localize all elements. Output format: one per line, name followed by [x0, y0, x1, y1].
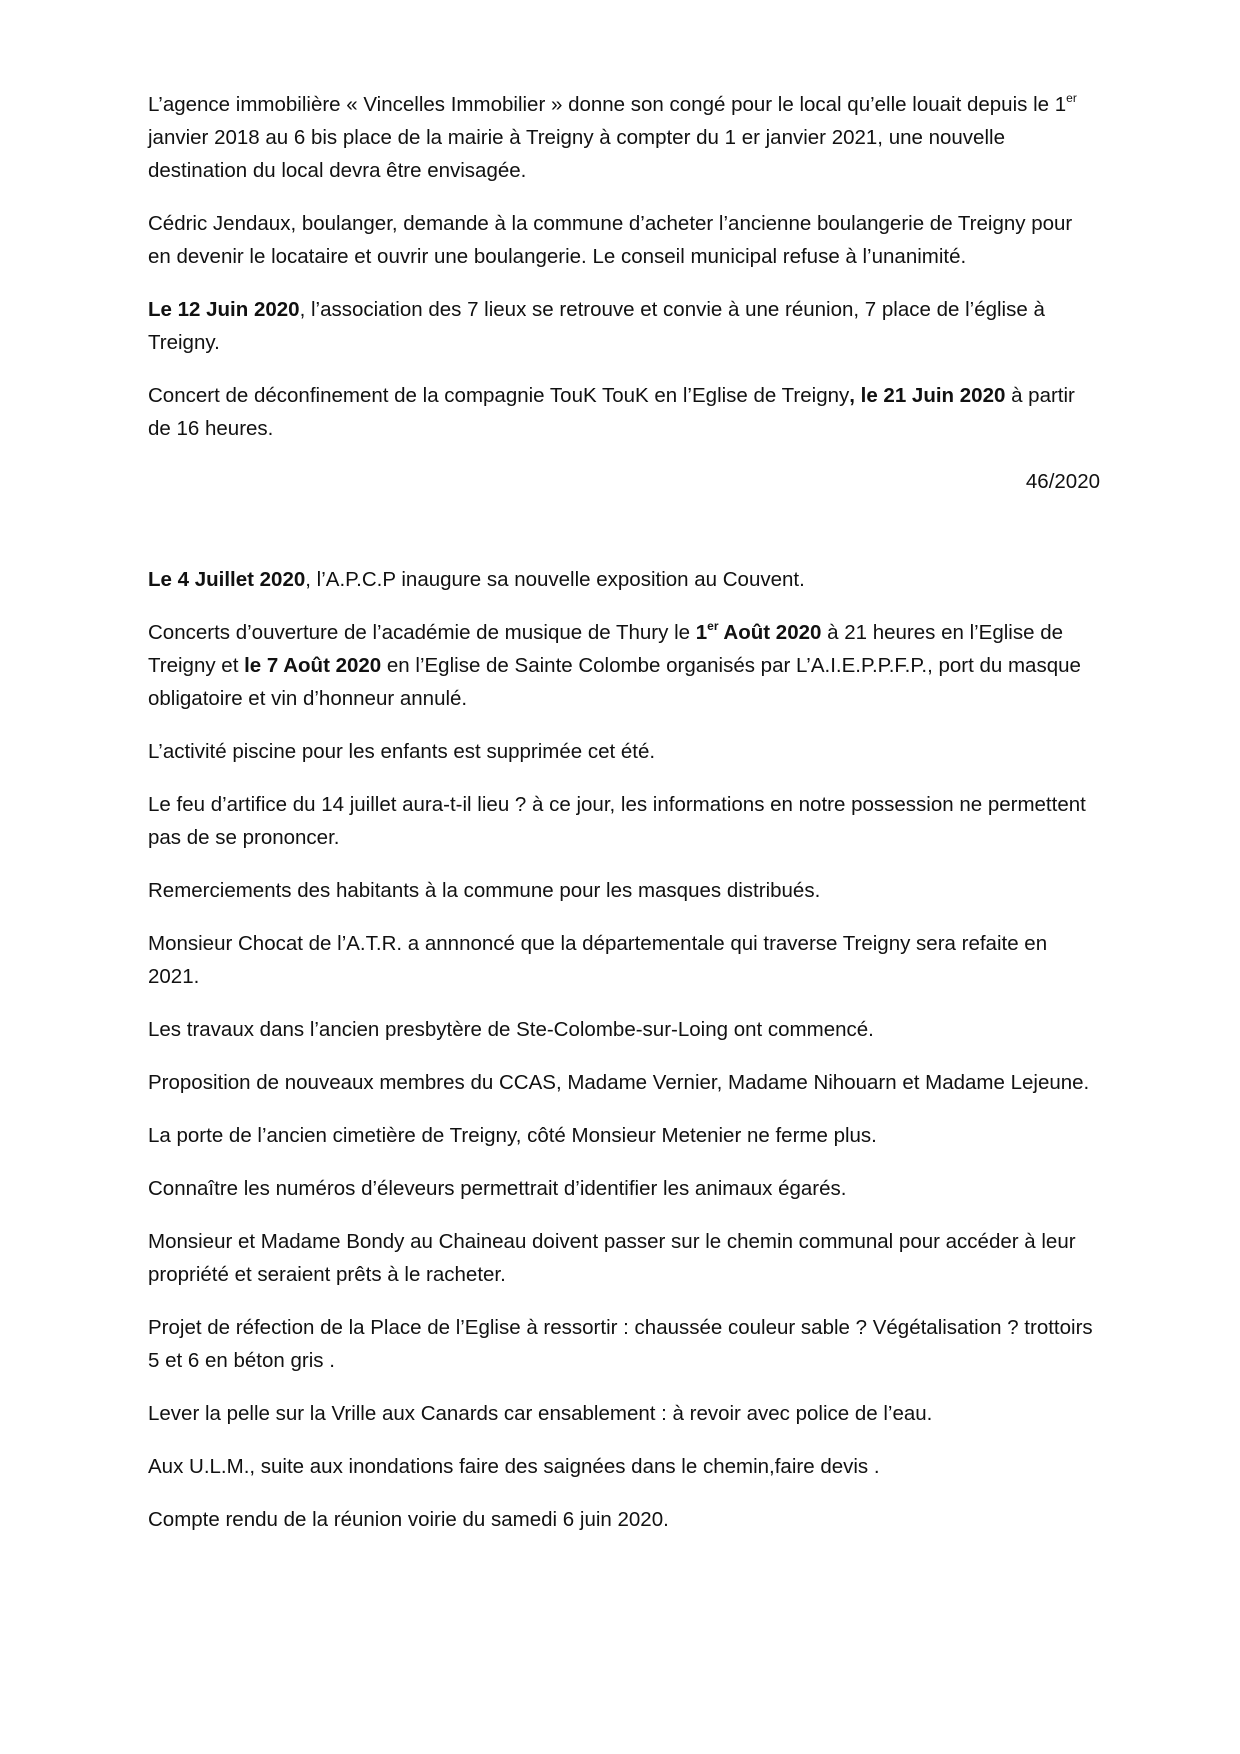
paragraph-concert-deconfinement: Concert de déconfinement de la compagnie TouK TouK en l’Eglise de Treigny, le 21 Juin 2020 à partir de 16 heures.: [148, 384, 1075, 440]
paragraph-vrille-canards: Lever la pelle sur la Vrille aux Canards car ensablement : à revoir avec police de l’eau.: [148, 1402, 933, 1425]
paragraph-association-7-lieux: Le 12 Juin 2020, l’association des 7 lieux se retrouve et convie à une réunion, 7 place de l’église à Treigny.: [148, 298, 1045, 354]
paragraph-ccas: Proposition de nouveaux membres du CCAS, Madame Vernier, Madame Nihouarn et Madame Lejeune.: [148, 1071, 1090, 1094]
page-number: 46/2020: [1025, 470, 1100, 493]
paragraph-ulm: Aux U.L.M., suite aux inondations faire des saignées dans le chemin,faire devis .: [148, 1455, 880, 1478]
page-break-gap: [148, 498, 1100, 563]
paragraph-concerts-ouverture: Concerts d’ouverture de l’académie de musique de Thury le 1er Août 2020 à 21 heures en l’Eglise de Treigny et le 7 Août 2020 en l’Eglise de Sainte Colombe organisés par L’A.I.E.P.P.F.P., port du masque obligatoire et vin d’honneur annulé.: [148, 619, 1081, 710]
paragraph-piscine: L’activité piscine pour les enfants est supprimée cet été.: [148, 740, 656, 763]
paragraph-eleveurs: Connaître les numéros d’éleveurs permettrait d’identifier les animaux égarés.: [148, 1177, 847, 1200]
paragraph-feu-artifice: Le feu d’artifice du 14 juillet aura-t-il lieu ? à ce jour, les informations en notre possession ne permettent pas de se prononcer.: [148, 793, 1086, 849]
paragraph-departementale: Monsieur Chocat de l’A.T.R. a annnoncé que la départementale qui traverse Treigny sera refaite en 2021.: [148, 932, 1048, 988]
document-page: [148, 88, 1100, 1556]
paragraph-place-eglise: Projet de réfection de la Place de l’Eglise à ressortir : chaussée couleur sable ? Végétalisation ? trottoirs 5 et 6 en béton gris .: [148, 1316, 1093, 1372]
paragraph-apcp-exposition: Le 4 Juillet 2020, l’A.P.C.P inaugure sa nouvelle exposition au Couvent.: [148, 568, 805, 591]
paragraph-agence-immobiliere: L’agence immobilière « Vincelles Immobilier » donne son congé pour le local qu’elle louait depuis le 1er janvier 2018 au 6 bis place de la mairie à Treigny à compter du 1 er janvier 2021, une nouvelle destination du local devra être envisagée.: [148, 91, 1077, 182]
paragraph-presbytere: Les travaux dans l’ancien presbytère de Ste-Colombe-sur-Loing ont commencé.: [148, 1018, 874, 1041]
paragraph-chemin-communal: Monsieur et Madame Bondy au Chaineau doivent passer sur le chemin communal pour accéder à leur propriété et seraient prêts à le racheter.: [148, 1230, 1076, 1286]
paragraph-boulangerie: Cédric Jendaux, boulanger, demande à la commune d’acheter l’ancienne boulangerie de Treigny pour en devenir le locataire et ouvrir une boulangerie. Le conseil municipal refuse à l’unanimité.: [148, 212, 1073, 268]
paragraph-cimetiere: La porte de l’ancien cimetière de Treigny, côté Monsieur Metenier ne ferme plus.: [148, 1124, 877, 1147]
paragraph-remerciements: Remerciements des habitants à la commune pour les masques distribués.: [148, 879, 821, 902]
paragraph-reunion-voirie: Compte rendu de la réunion voirie du samedi 6 juin 2020.: [148, 1508, 669, 1531]
